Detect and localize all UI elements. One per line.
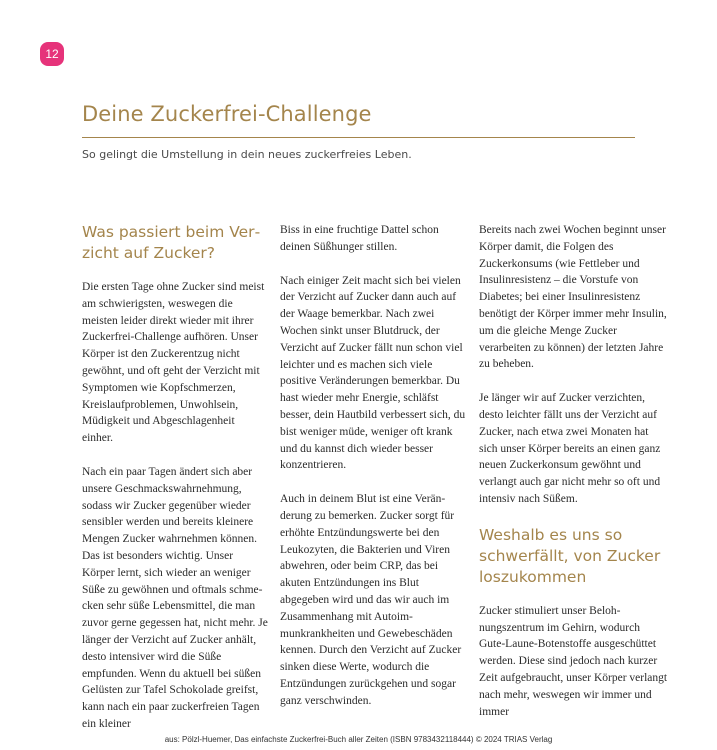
text-column-2 [280,222,466,727]
paragraph: Nach ein paar Tagen ändert sich aber unsere Geschmackswahrnehmung, sodass wir Zucker gegenüber wieder sensibler werden und bereits kleinere Mengen Zucker wahrnehmen können. Das ist besonders wichtig. Unser Körper lernt, sich wieder an weniger Süße zu gewöhnen und oftmals schmecken sehr süße Lebensmittel, die man zuvor gerne gegessen hat, nicht mehr. Je länger der Verzicht auf Zucker anhält, desto intensiver wird die Süße empfunden. Wenn du aktuell bei süßen Gelüsten zur Tafel Schokolade greifst, kann nach ein paar zuckerfreien Tagen ein kleiner [82,465,268,730]
paragraph: Die ersten Tage ohne Zucker sind meist am schwierigsten, weswegen die meisten leider direkt wieder mit ihrer Zuckerfrei-Challenge aufhören. Unser Körper ist den Zuckerentzug nicht gewöhnt, und oft geht der Verzicht mit Symptomen wie Kopfschmerzen, Kreislaufproblemen, Unwohlsein, Müdigkeit und Abgeschlagenheit einher. [82,281,265,445]
paragraph: Bereits nach zwei Wochen beginnt unser Körper damit, die Folgen des Zuckerkonsums (wie Fettleber und Insulinresistenz – die Vorstufe von Diabetes; bei einer Insulinresistenz benötigt der Körper immer mehr Insulin, um die gleiche Menge Zucker verarbeiten zu können) der letzten Jahre zu beheben. [479,224,667,371]
section-heading-1: Was passiert beim Verzicht auf Zucker? [82,223,261,262]
title-divider [82,137,635,138]
paragraph: Zucker stimuliert unser Belohnungszentrum im Gehirn, wodurch Gute-Laune-Botenstoffe ausgeschüttet werden. Diese sind jedoch nach kurzer Zeit aufgebraucht, unser Körper verlangt nach mehr, weswegen wir immer und immer [479,604,668,718]
paragraph: Nach einiger Zeit macht sich bei vielen der Verzicht auf Zucker dann auch auf der Waage bemerkbar. Nach zwei Wochen sinkt unser Blutdruck, der Verzicht auf Zucker fällt nun schon viel leichter und es machen sich viele positive Veränderungen bemerkbar. Du hast wieder mehr Energie, schläfst besser, dein Hautbild verbessert sich, du bist weniger müde, weniger oft krank und du kannst dich wieder besser konzentrieren. [280,274,466,472]
page-subtitle: So gelingt die Umstellung in dein neues zuckerfreies Leben. [82,148,412,161]
paragraph: Biss in eine fruchtige Dattel schon deinen Süßhunger stillen. [280,224,439,253]
page-title: Deine Zuckerfrei-Challenge [82,102,372,126]
source-footer: aus: Pölzl-Huemer, Das einfachste Zuckerfrei-Buch aller Zeiten (ISBN 9783432118444) © 2024 TRIAS Verlag [164,735,553,744]
paragraph: Je länger wir auf Zucker verzichten, desto leichter fällt uns der Verzicht auf Zucker, nach etwa zwei Monaten hat sich unser Körper bereits an einen ganz neuen Zuckerkonsum gewöhnt und verlangt auch gar nicht mehr so oft und intensiv nach Süßem. [479,392,661,505]
text-column-3 [479,222,669,737]
section-heading-2: Weshalb es uns so schwerfällt, von Zucker loszukommen [479,525,661,586]
paragraph: Auch in deinem Blut ist eine Veränderung zu bemerken. Zucker sorgt für erhöhte Entzündungswerte bei den Leukozyten, die Bakterien und Viren abwehren, oder beim CRP, das bei akuten Entzündungen ins Blut abgegeben wird und das wir auch im Zusammenhang mit Autoimmunkrankheiten und Gewebeschäden kennen. Durch den Verzicht auf Zucker sinken diese Werte, wodurch die Entzündungen zurückgehen und sogar ganz verschwinden. [280,493,462,707]
text-column-1 [82,222,268,750]
page-number-badge: 12 [40,42,64,66]
